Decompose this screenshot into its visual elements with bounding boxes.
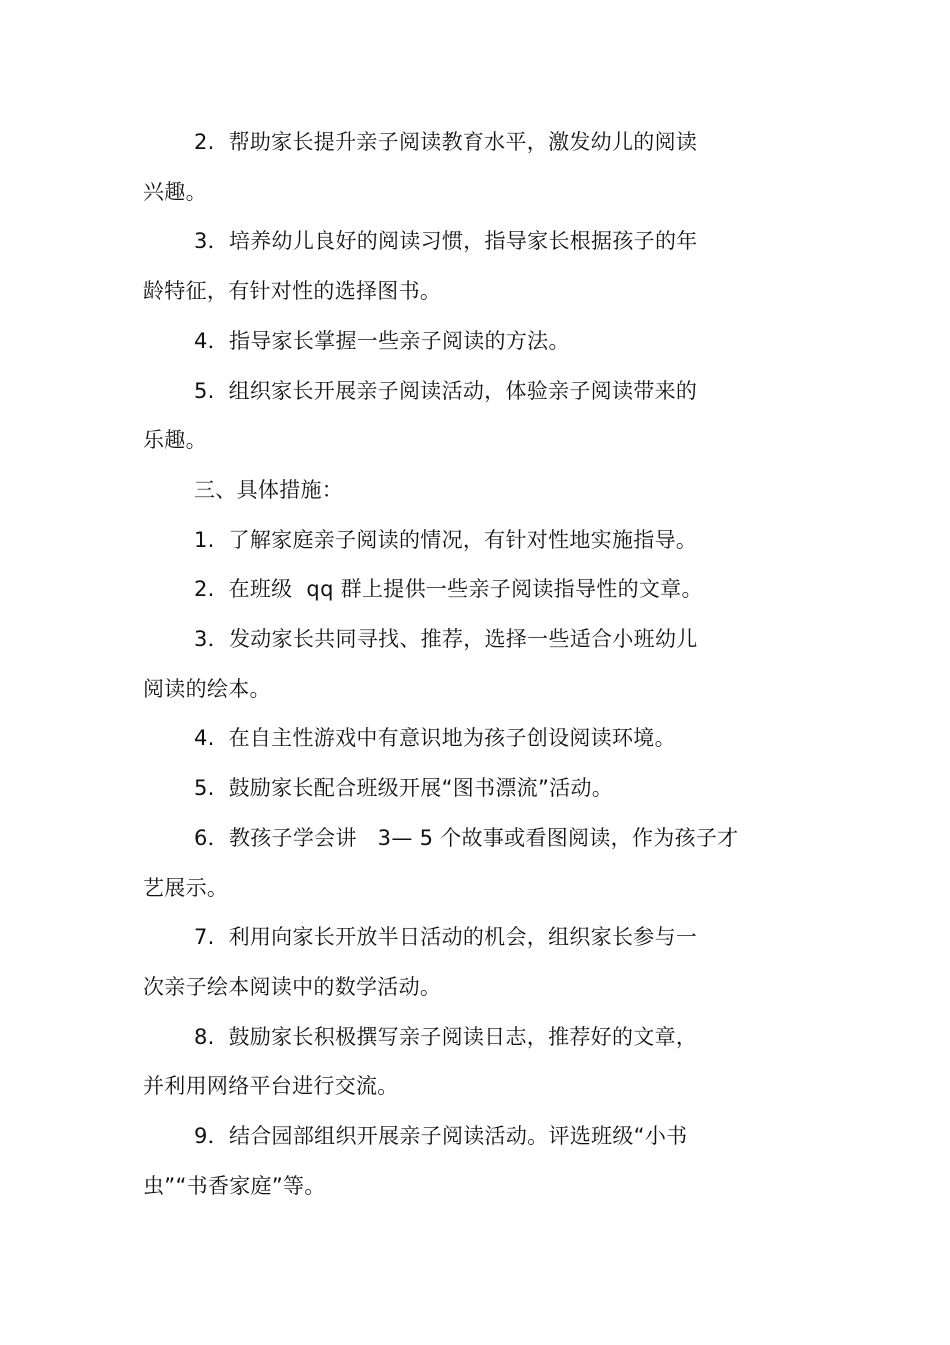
line: 次亲子绘本阅读中的数学活动。 [143, 974, 442, 999]
measure-item-9 [143, 1112, 793, 1211]
measure-item-2 [143, 565, 793, 615]
measure-item-6 [143, 814, 793, 913]
line: 9．结合园部组织开展亲子阅读活动。评选班级“小书 [194, 1124, 688, 1149]
line: 3．发动家长共同寻找、推荐，选择一些适合小班幼儿 [194, 627, 698, 652]
goal-item-2 [143, 118, 793, 217]
measure-item-5 [143, 764, 793, 814]
measure-item-7 [143, 913, 793, 1012]
document-body [143, 118, 793, 1211]
line: 5. 鼓励家长配合班级开展“图书漂流”活动。 [194, 776, 614, 801]
goal-item-3 [143, 217, 793, 316]
line: 兴趣。 [143, 179, 207, 204]
line: 7. 利用向家长开放半日活动的机会，组织家长参与一 [194, 925, 698, 950]
line: 4．指导家长掌握一些亲子阅读的方法。 [194, 328, 570, 353]
line: 6．教孩子学会讲 3— 5 个故事或看图阅读，作为孩子才 [194, 825, 739, 850]
goal-item-5 [143, 367, 793, 466]
line: 龄特征，有针对性的选择图书。 [143, 279, 442, 304]
line: 艺展示。 [143, 875, 229, 900]
measure-item-8 [143, 1013, 793, 1112]
goal-item-4 [143, 317, 793, 367]
line: 2. 在班级 qq 群上提供一些亲子阅读指导性的文章。 [194, 577, 703, 602]
line: 乐趣。 [143, 428, 207, 453]
section-heading [143, 466, 793, 516]
measure-item-1 [143, 516, 793, 566]
line: 1. 了解家庭亲子阅读的情况，有针对性地实施指导。 [194, 527, 698, 552]
measure-item-3 [143, 615, 793, 714]
line: 三、具体措施： [194, 477, 344, 502]
line: 阅读的绘本。 [143, 676, 271, 701]
line: 4. 在自主性游戏中有意识地为孩子创设阅读环境。 [194, 726, 676, 751]
line: 并利用网络平台进行交流。 [143, 1074, 399, 1099]
measure-item-4 [143, 714, 793, 764]
line: 3．培养幼儿良好的阅读习惯，指导家长根据孩子的年 [194, 229, 698, 254]
line: 5. 组织家长开展亲子阅读活动，体验亲子阅读带来的 [194, 378, 698, 403]
line: 2. 帮助家长提升亲子阅读教育水平，激发幼儿的阅读 [194, 130, 698, 154]
line: 虫”“书香家庭”等。 [143, 1173, 326, 1198]
line: 8. 鼓励家长积极撰写亲子阅读日志，推荐好的文章， [194, 1024, 698, 1049]
